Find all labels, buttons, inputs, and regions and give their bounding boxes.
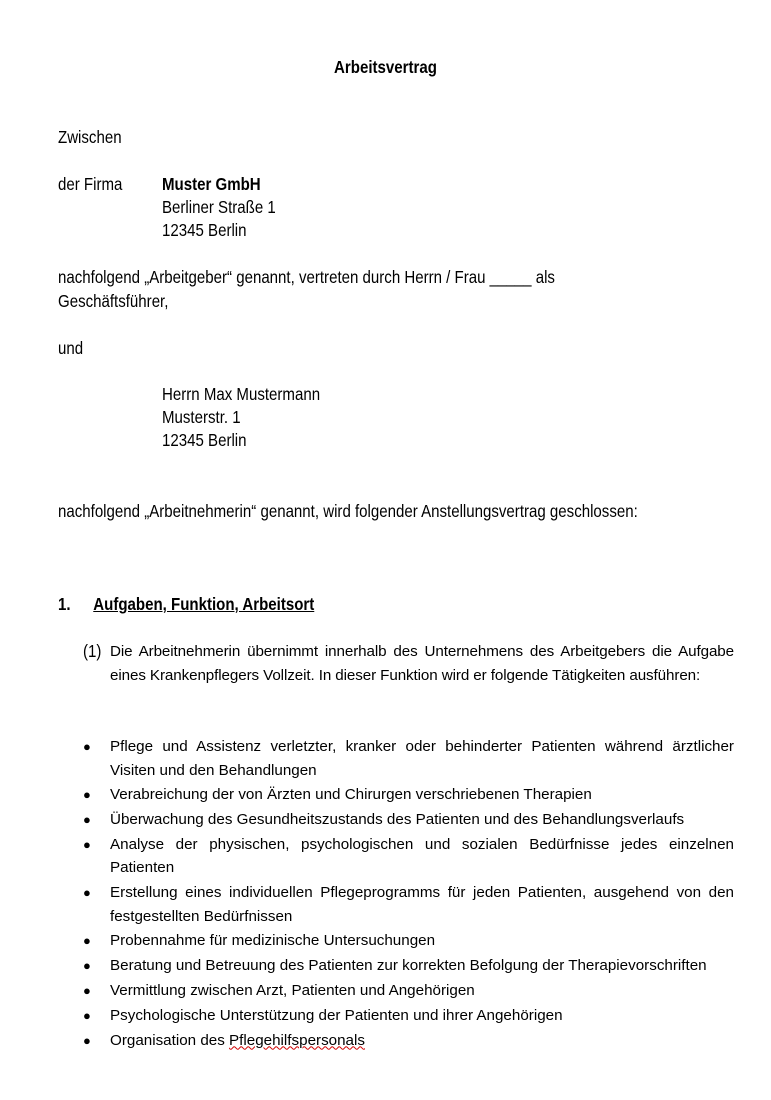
bullet-icon: ● bbox=[83, 885, 91, 901]
employer-name: Muster GmbH bbox=[162, 174, 261, 194]
section-heading bbox=[58, 593, 314, 617]
bullet-icon: ● bbox=[83, 933, 91, 949]
section-number: 1. bbox=[58, 594, 71, 614]
employee-name: Herrn Max Mustermann bbox=[162, 384, 321, 404]
bullet-icon: ● bbox=[83, 739, 91, 754]
list-item: ● Organisation des Pflegehilfspersonals bbox=[0, 1029, 734, 1053]
bullet-icon: ● bbox=[83, 958, 91, 974]
bullet-icon: ● bbox=[83, 1007, 91, 1023]
employee-city: 12345 Berlin bbox=[162, 430, 247, 450]
employer-label: der Firma bbox=[58, 174, 123, 194]
list-item: ● Erstellung eines individuellen Pflegeprogramms für jeden Patienten, ausgehend von den festgestellten Bedürfnissen bbox=[0, 881, 734, 928]
list-item: ● Psychologische Unterstützung der Patienten und ihrer Angehörigen bbox=[0, 1004, 734, 1028]
employee-street: Musterstr. 1 bbox=[162, 407, 241, 427]
intro-text: Zwischen bbox=[58, 127, 122, 147]
list-item: ● Pflege und Assistenz verletzter, kranker oder behinderter Patienten während ärztlicher Visiten und den Behandlungen bbox=[0, 735, 734, 782]
list-item: ● Vermittlung zwischen Arzt, Patienten und Angehörigen bbox=[0, 979, 734, 1003]
conjunction-text: und bbox=[58, 338, 84, 358]
employer-role-line1: nachfolgend „Arbeitgeber“ genannt, vertreten durch Herrn / Frau _____ als bbox=[58, 267, 555, 287]
paragraph-text: Die Arbeitnehmerin übernimmt innerhalb des Unternehmens des Arbeitgebers die Aufgabe eines Krankenpflegers Vollzeit. In dieser Funktion wird er folgende Tätigkeiten ausführen: bbox=[110, 643, 734, 684]
list-item: ● Analyse der physischen, psychologischen und sozialen Bedürfnisse jedes einzelnen Patienten bbox=[0, 833, 734, 880]
list-item: ● Probennahme für medizinische Untersuchungen bbox=[0, 929, 734, 953]
employer-role-line2: Geschäftsführer, bbox=[58, 291, 169, 311]
bullet-icon: ● bbox=[83, 836, 91, 852]
task-list bbox=[0, 735, 771, 1053]
bullet-icon: ● bbox=[83, 787, 91, 803]
spellcheck-word[interactable]: Pflegehilfspersonals bbox=[229, 1031, 365, 1049]
bullet-icon: ● bbox=[83, 1032, 91, 1048]
list-item: ● Verabreichung der von Ärzten und Chirurgen verschriebenen Therapien bbox=[0, 783, 734, 807]
document-title: Arbeitsvertrag bbox=[334, 57, 437, 77]
employer-city: 12345 Berlin bbox=[162, 220, 247, 240]
employer-street: Berliner Straße 1 bbox=[162, 197, 276, 217]
list-item: ● Beratung und Betreuung des Patienten zur korrekten Befolgung der Therapievorschriften bbox=[0, 954, 734, 978]
section-title: Aufgaben, Funktion, Arbeitsort bbox=[93, 594, 315, 614]
list-item: ● Überwachung des Gesundheitszustands des Patienten und des Behandlungsverlaufs bbox=[0, 808, 734, 832]
bullet-icon: ● bbox=[83, 983, 91, 999]
bullet-icon: ● bbox=[83, 812, 91, 828]
employee-role: nachfolgend „Arbeitnehmerin“ genannt, wird folgender Anstellungsvertrag geschlossen: bbox=[58, 501, 638, 521]
paragraph-number: (1) bbox=[83, 641, 102, 661]
